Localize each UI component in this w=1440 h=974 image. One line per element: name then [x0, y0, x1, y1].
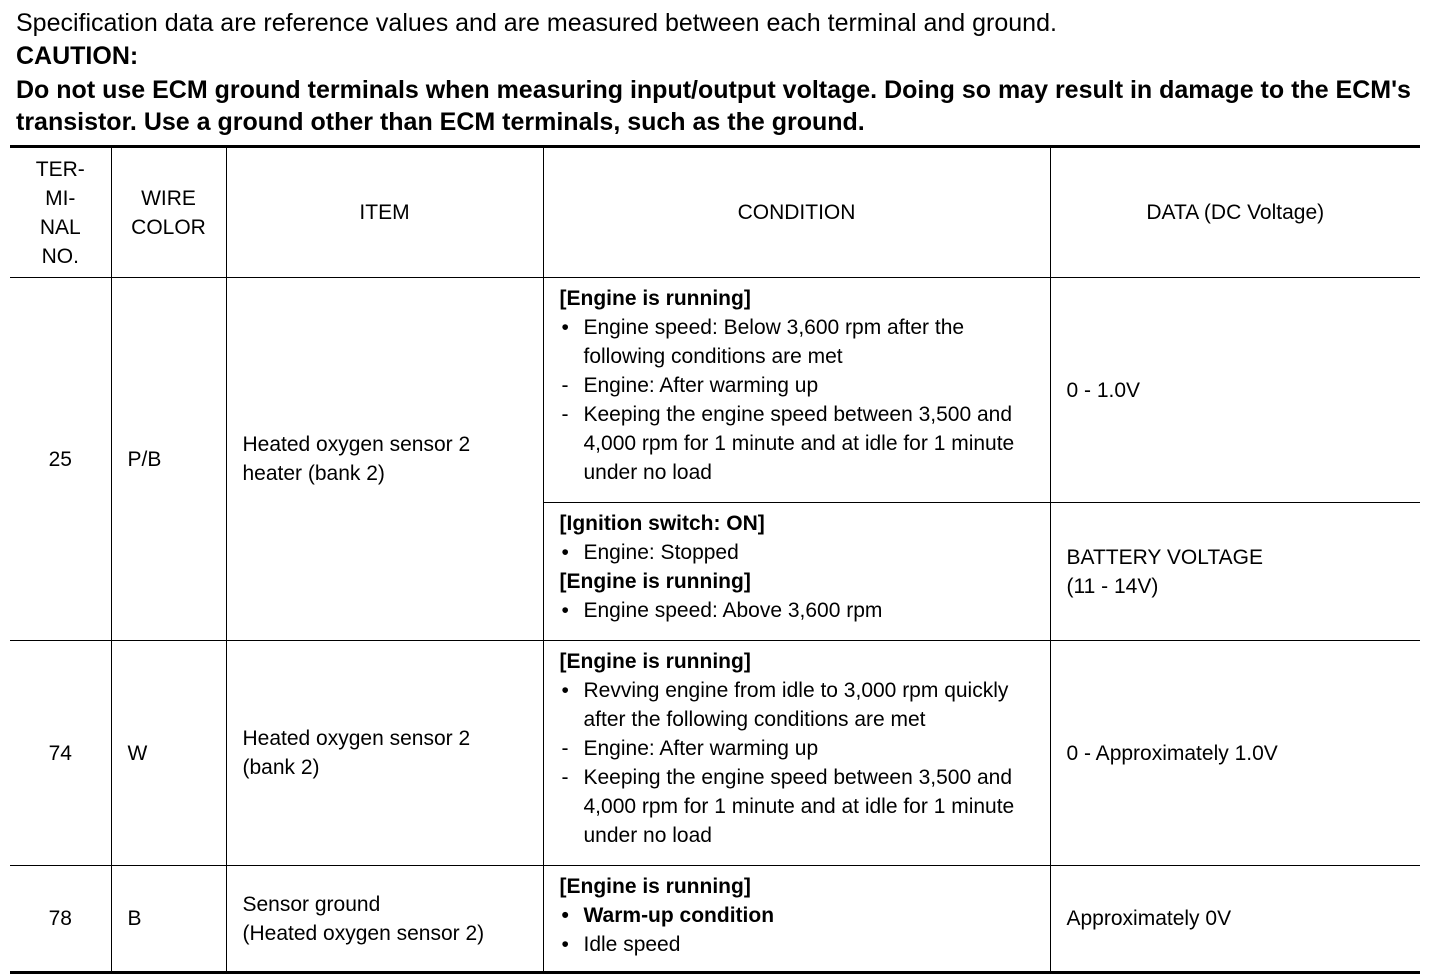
header-terminal-line: NAL [39, 215, 81, 239]
condition-bullet [560, 313, 1042, 371]
item-cell [226, 641, 543, 866]
item-line: heater (bank 2) [242, 462, 385, 485]
header-terminal-no [10, 147, 111, 278]
data-cell [1050, 503, 1420, 641]
terminal-no-cell: 78 [10, 866, 111, 973]
dash-mark: - [561, 766, 569, 789]
table-row [10, 641, 1420, 866]
wire-color-cell: B [111, 866, 226, 973]
bullet-text: Engine speed: Above 3,600 rpm [583, 599, 883, 622]
condition-heading: [Engine is running] [559, 875, 751, 898]
terminal-no-cell: 74 [10, 641, 111, 866]
item-line: (Heated oxygen sensor 2) [242, 921, 485, 945]
wire-color-cell: W [111, 641, 226, 866]
caution-heading: CAUTION: [16, 42, 139, 70]
condition-cell [543, 278, 1050, 503]
header-condition: CONDITION [543, 147, 1050, 278]
dash-mark: - [561, 403, 569, 426]
bullet-text: Keeping the engine speed between 3,500 and 4,000 rpm for 1 minute and at idle for 1 minute under no load [583, 403, 1015, 484]
data-line: (11 - 14V) [1066, 574, 1159, 598]
condition-heading: [Engine is running] [559, 287, 751, 310]
table-header-row [10, 147, 1420, 278]
bullet-text: Warm-up condition [583, 904, 775, 927]
condition-bullet [560, 901, 1042, 930]
bullet-text: Engine: After warming up [583, 737, 819, 760]
bullet-text: Idle speed [583, 933, 681, 956]
table-row [10, 866, 1420, 973]
terminal-no-cell: 25 [10, 278, 111, 641]
header-terminal-line: MI- [45, 186, 76, 210]
bullet-text: Engine: After warming up [583, 374, 819, 397]
condition-bullet [560, 371, 1042, 400]
data-cell: 0 - Approximately 1.0V [1050, 641, 1420, 866]
header-data: DATA (DC Voltage) [1050, 147, 1420, 278]
wire-color-cell: P/B [111, 278, 226, 641]
condition-bullet [560, 930, 1042, 959]
condition-bullet [560, 400, 1042, 487]
bullet-text: Engine: Stopped [583, 541, 739, 564]
data-line: BATTERY VOLTAGE [1066, 545, 1263, 569]
item-line: Heated oxygen sensor 2 [242, 433, 471, 456]
condition-bullet [560, 538, 1042, 567]
data-cell: 0 - 1.0V [1050, 278, 1420, 503]
header-wire-line: COLOR [131, 215, 206, 239]
bullet-mark: • [561, 316, 569, 339]
item-cell [226, 866, 543, 973]
header-terminal-line: NO. [41, 244, 79, 268]
header-wire-color [111, 147, 226, 278]
table-row [10, 278, 1420, 503]
bullet-text: Keeping the engine speed between 3,500 and 4,000 rpm for 1 minute and at idle for 1 minute under no load [583, 766, 1015, 847]
condition-cell [543, 503, 1050, 641]
dash-mark: - [561, 374, 569, 397]
item-cell [226, 278, 543, 641]
item-line: Heated oxygen sensor 2 [242, 727, 471, 750]
dash-mark: - [561, 737, 569, 760]
condition-bullet [560, 676, 1042, 734]
condition-heading: [Engine is running] [559, 570, 751, 593]
intro-text: Specification data are reference values and are measured between each terminal and ground. [16, 9, 1057, 37]
terminal-spec-table [10, 145, 1420, 974]
condition-bullet [560, 734, 1042, 763]
condition-heading: [Ignition switch: ON] [559, 512, 765, 535]
bullet-text: Revving engine from idle to 3,000 rpm quickly after the following conditions are met [583, 679, 1009, 731]
bullet-mark: • [561, 541, 569, 564]
caution-body: Do not use ECM ground terminals when measuring input/output voltage. Doing so may result in damage to the ECM's transistor. Use a ground other than ECM terminals, such as the ground. [16, 76, 1411, 136]
condition-bullet [560, 763, 1042, 850]
bullet-mark: • [561, 679, 569, 702]
header-item: ITEM [226, 147, 543, 278]
data-cell: Approximately 0V [1050, 866, 1420, 973]
condition-heading: [Engine is running] [559, 650, 751, 673]
header-terminal-line: TER- [35, 157, 85, 181]
bullet-text: Engine speed: Below 3,600 rpm after the following conditions are met [583, 316, 965, 368]
bullet-mark: • [561, 599, 569, 622]
item-line: (bank 2) [242, 756, 320, 779]
condition-cell [543, 866, 1050, 973]
bullet-mark: • [561, 933, 569, 956]
bullet-mark: • [561, 904, 569, 927]
header-wire-line: WIRE [141, 186, 196, 210]
condition-bullet [560, 596, 1042, 625]
condition-cell [543, 641, 1050, 866]
item-line: Sensor ground [242, 892, 381, 916]
